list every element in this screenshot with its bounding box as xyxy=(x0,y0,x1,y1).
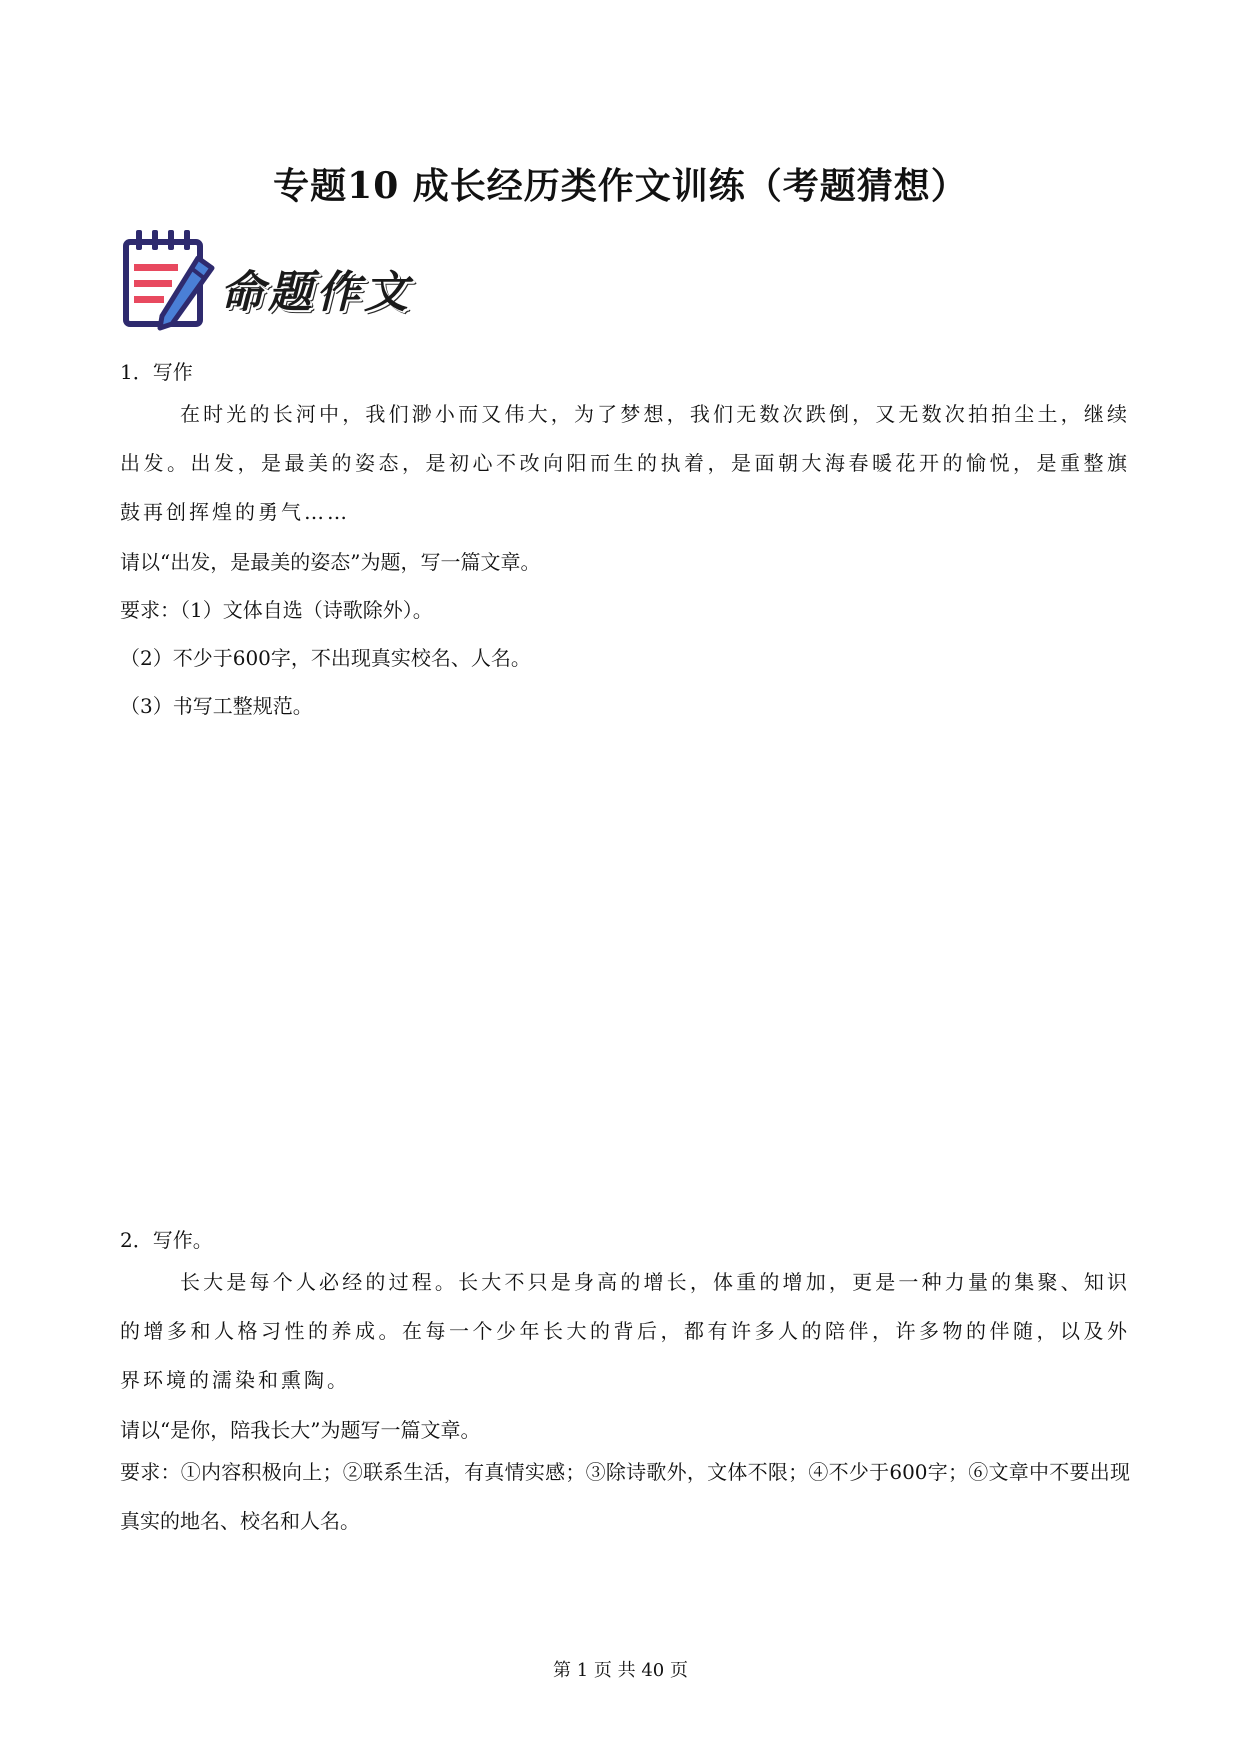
question-2-heading: 2．写作。 xyxy=(120,1228,213,1252)
section-banner-label: 命题作文 xyxy=(220,267,412,318)
question-1-passage: 在时光的长河中，我们渺小而又伟大，为了梦想，我们无数次跌倒，又无数次拍拍尘土，继续出发。出发，是最美的姿态，是初心不改向阳而生的执着，是面朝大海春暖花开的愉悦，是重整旗鼓再创挥煌的勇气…… xyxy=(120,402,1130,524)
question-2-prompt: 请以“是你，陪我长大”为题写一篇文章。 xyxy=(120,1418,481,1442)
section-banner xyxy=(120,228,430,338)
question-1-prompt: 请以“出发，是最美的姿态”为题，写一篇文章。 xyxy=(120,550,541,574)
question-1-requirement-1: 要求：（1）文体自选（诗歌除外）。 xyxy=(120,598,433,622)
question-2-requirements: 要求：①内容积极向上；②联系生活，有真情实感；③除诗歌外，文体不限；④不少于600字；⑥文章中不要出现真实的地名、校名和人名。 xyxy=(120,1460,1130,1533)
question-1-requirement-3: （3）书写工整规范。 xyxy=(120,694,313,718)
question-2-passage: 长大是每个人必经的过程。长大不只是身高的增长，体重的增加，更是一种力量的集聚、知识的增多和人格习性的养成。在每一个少年长大的背后，都有许多人的陪伴，许多物的伴随，以及外界环境的濡染和熏陶。 xyxy=(120,1270,1130,1392)
document-title: 专题10 成长经历类作文训练（考题猜想） xyxy=(273,165,968,207)
page-number: 第 1 页 共 40 页 xyxy=(553,1660,688,1681)
question-1-requirement-2: （2）不少于600字，不出现真实校名、人名。 xyxy=(120,646,531,670)
question-1-heading: 1．写作 xyxy=(120,360,193,384)
notepad-pen-icon xyxy=(120,228,216,332)
